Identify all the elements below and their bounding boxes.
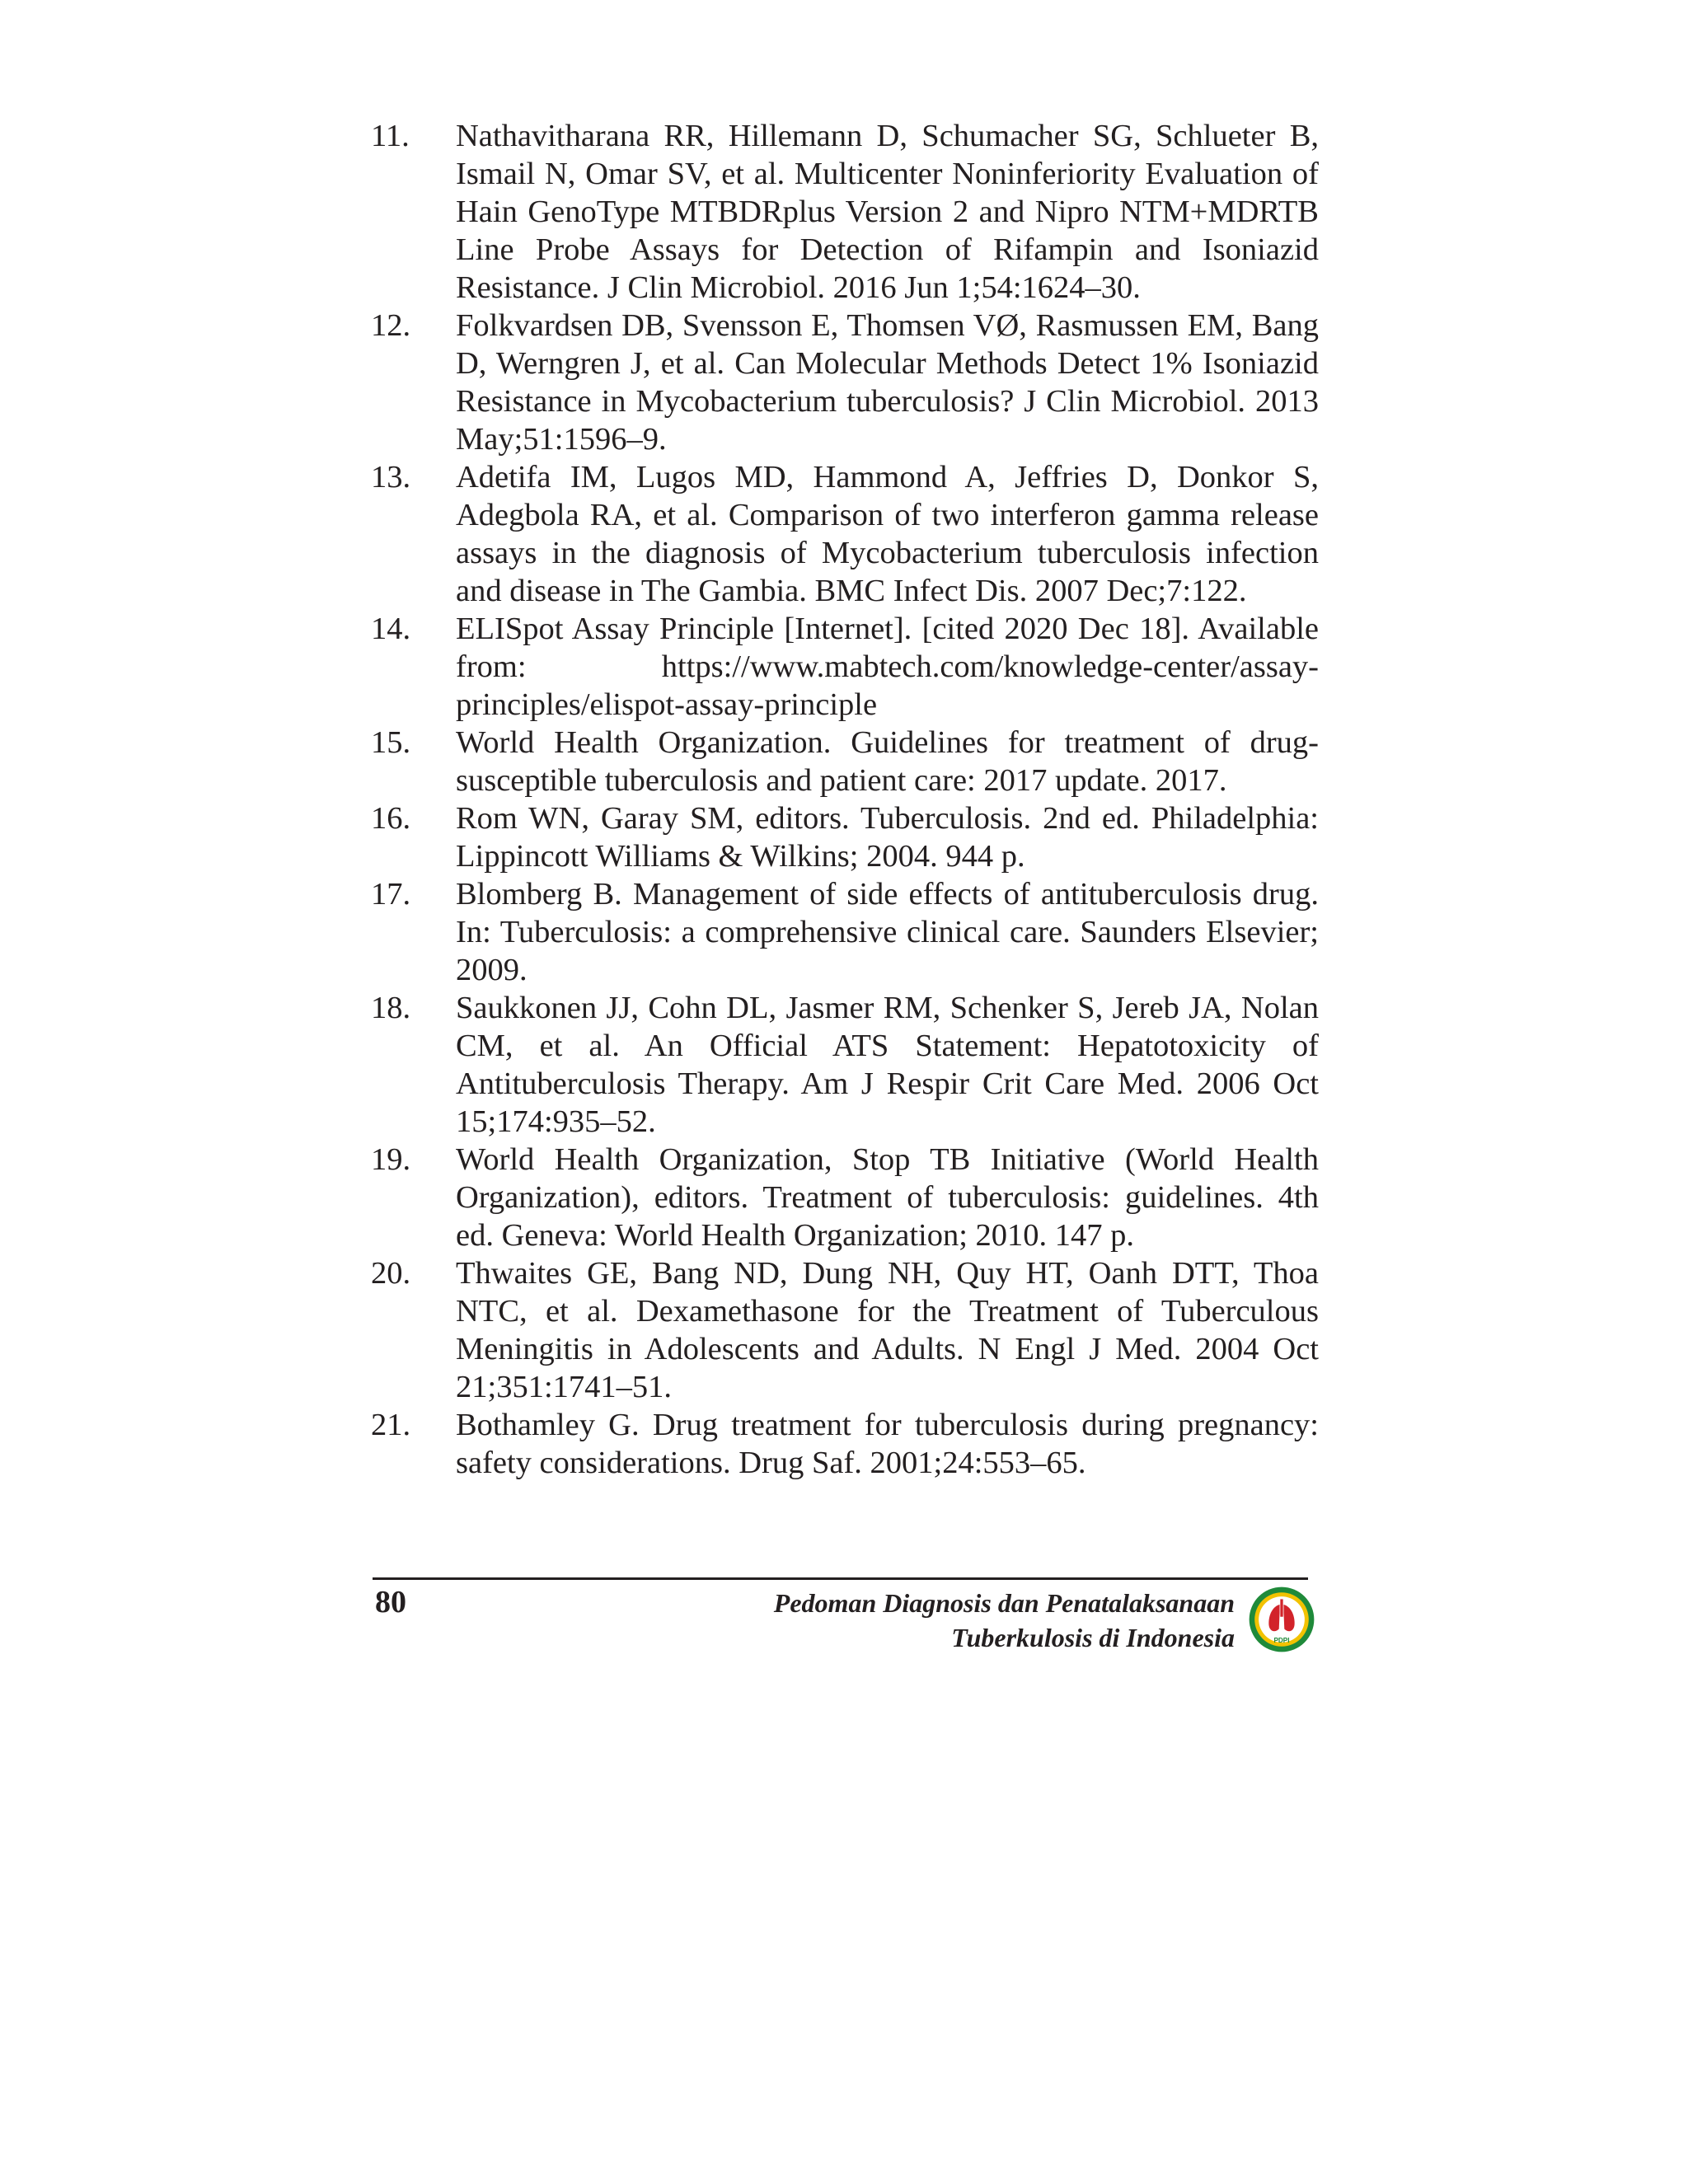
reference-number: 15. <box>371 725 411 760</box>
reference-item-16 <box>371 799 1319 875</box>
reference-number: 13. <box>371 460 411 494</box>
reference-number: 19. <box>371 1142 411 1177</box>
reference-item-21 <box>371 1406 1319 1482</box>
reference-number: 20. <box>371 1256 411 1291</box>
pdpi-logo-icon <box>1248 1586 1315 1653</box>
reference-text: Thwaites GE, Bang ND, Dung NH, Quy HT, Oanh DTT, Thoa NTC, et al. Dexamethasone for the Treatment of Tuberculous Meningitis in Adolescents and Adults. N Engl J Med. 2004 Oct 21;351:1741–51. <box>456 1256 1319 1404</box>
book-title <box>774 1586 1235 1655</box>
reference-text: Saukkonen JJ, Cohn DL, Jasmer RM, Schenker S, Jereb JA, Nolan CM, et al. An Official ATS Statement: Hepatotoxicity of Antituberculosis Therapy. Am J Respir Crit Care Med. 2006 Oct 15;174:935–52. <box>456 991 1319 1139</box>
reference-text: ELISpot Assay Principle [Internet]. [cited 2020 Dec 18]. Available from: https://www.mabtech.com/knowledge-center/assay-principles/elispot-assay-principle <box>456 612 1319 722</box>
page-number: 80 <box>375 1585 406 1619</box>
logo-text: PDPI <box>1273 1636 1290 1644</box>
reference-item-19 <box>371 1141 1319 1254</box>
reference-text: World Health Organization, Stop TB Initiative (World Health Organization), editors. Treatment of tuberculosis: guidelines. 4th ed. Geneva: World Health Organization; 2010. 147 p. <box>456 1142 1319 1253</box>
book-title-line-2: Tuberkulosis di Indonesia <box>951 1623 1235 1652</box>
book-title-line-1: Pedoman Diagnosis dan Penatalaksanaan <box>773 1588 1235 1618</box>
reference-item-15 <box>371 724 1319 799</box>
reference-text: Folkvardsen DB, Svensson E, Thomsen VØ, Rasmussen EM, Bang D, Werngren J, et al. Can Molecular Methods Detect 1% Isoniazid Resistance in Mycobacterium tuberculosis? J Clin Microbiol. 2013 May;51:1596–9. <box>456 308 1319 457</box>
reference-number: 12. <box>371 308 411 343</box>
reference-number: 18. <box>371 991 411 1025</box>
reference-text: Adetifa IM, Lugos MD, Hammond A, Jeffries D, Donkor S, Adegbola RA, et al. Comparison of two interferon gamma release assays in the diagnosis of Mycobacterium tuberculosis infection and disease in The Gambia. BMC Infect Dis. 2007 Dec;7:122. <box>456 460 1319 608</box>
reference-list <box>371 117 1319 1482</box>
reference-text: Blomberg B. Management of side effects of antituberculosis drug. In: Tuberculosis: a comprehensive clinical care. Saunders Elsevier; 2009. <box>456 877 1319 987</box>
reference-item-20 <box>371 1254 1319 1406</box>
footer-rule <box>373 1577 1308 1580</box>
reference-item-13 <box>371 458 1319 610</box>
reference-item-17 <box>371 875 1319 989</box>
reference-number: 17. <box>371 877 411 912</box>
reference-item-12 <box>371 307 1319 458</box>
reference-text: Bothamley G. Drug treatment for tuberculosis during pregnancy: safety considerations. Drug Saf. 2001;24:553–65. <box>456 1408 1319 1480</box>
reference-item-11 <box>371 117 1319 307</box>
reference-item-18 <box>371 989 1319 1141</box>
reference-number: 16. <box>371 801 411 836</box>
reference-number: 11. <box>371 119 410 153</box>
reference-text: Nathavitharana RR, Hillemann D, Schumacher SG, Schlueter B, Ismail N, Omar SV, et al. Multicenter Noninferiority Evaluation of Hain GenoType MTBDRplus Version 2 and Nipro NTM+MDRTB Line Probe Assays for Detection of Rifampin and Isoniazid Resistance. J Clin Microbiol. 2016 Jun 1;54:1624–30. <box>456 119 1319 305</box>
reference-text: Rom WN, Garay SM, editors. Tuberculosis. 2nd ed. Philadelphia: Lippincott Williams & Wilkins; 2004. 944 p. <box>456 801 1319 874</box>
reference-number: 14. <box>371 612 411 646</box>
reference-text: World Health Organization. Guidelines for treatment of drug-susceptible tuberculosis and patient care: 2017 update. 2017. <box>456 725 1319 798</box>
reference-item-14 <box>371 610 1319 724</box>
reference-number: 21. <box>371 1408 411 1442</box>
